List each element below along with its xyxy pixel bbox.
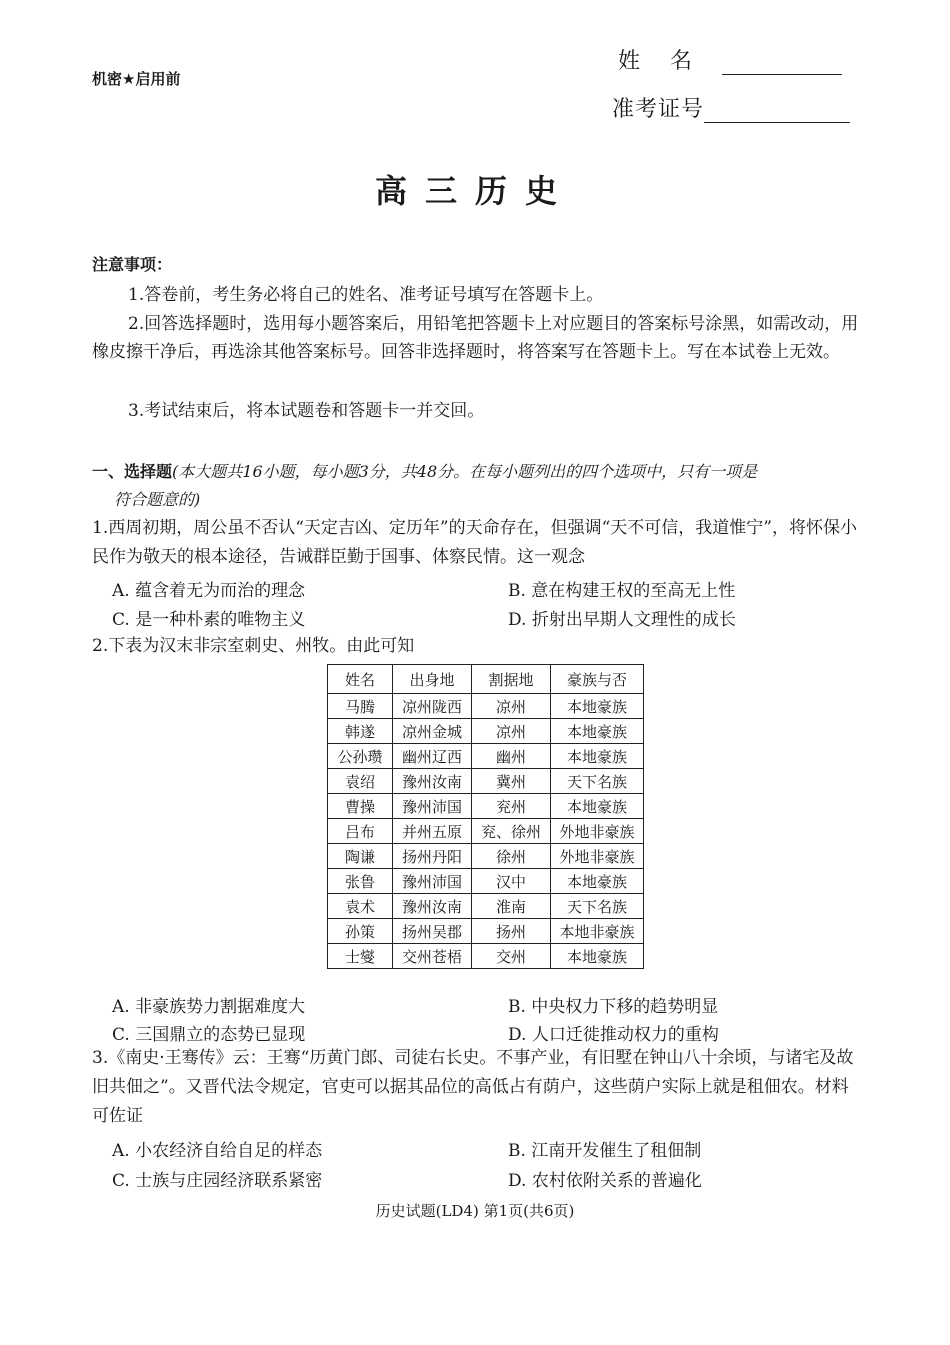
- page-footer: 历史试题(LD4) 第1页(共6页): [375, 1202, 575, 1220]
- table-cell: 凉州陇西: [393, 694, 472, 719]
- table-cell: 曹操: [328, 794, 393, 819]
- table-cell: 凉州: [472, 694, 551, 719]
- table-cell: 并州五原: [393, 819, 472, 844]
- table-row: [328, 744, 644, 769]
- table-row: [328, 894, 644, 919]
- q1-option-c[interactable]: C. 是一种朴素的唯物主义: [112, 610, 306, 630]
- q3-option-d[interactable]: D. 农村依附关系的普遍化: [508, 1171, 702, 1191]
- table-row: [328, 944, 644, 969]
- section-desc: (本大题共16小题，每小题3分，共48分。在每小题列出的四个选项中，只有一项是: [172, 462, 758, 481]
- table-cell: 袁绍: [328, 769, 393, 794]
- table-row: [328, 769, 644, 794]
- table-cell: 陶谦: [328, 844, 393, 869]
- exam-number-field: [612, 92, 850, 123]
- table-cell: 凉州: [472, 719, 551, 744]
- q2-option-a[interactable]: A. 非豪族势力割据难度大: [112, 997, 306, 1017]
- table-cell: 士燮: [328, 944, 393, 969]
- table-row: [328, 919, 644, 944]
- table-cell: 扬州吴郡: [393, 919, 472, 944]
- table-cell: 兖州: [472, 794, 551, 819]
- table-cell: 外地非豪族: [551, 819, 644, 844]
- question-2-stem: 2.下表为汉末非宗室刺史、州牧。由此可知: [92, 636, 415, 656]
- table-cell: 公孙瓒: [328, 744, 393, 769]
- table-cell: 本地豪族: [551, 744, 644, 769]
- q1-option-b[interactable]: B. 意在构建王权的至高无上性: [508, 581, 736, 601]
- q2-option-d[interactable]: D. 人口迁徙推动权力的重构: [508, 1025, 719, 1045]
- table-cell: 本地豪族: [551, 694, 644, 719]
- table-header: 豪族与否: [551, 665, 644, 694]
- table-cell: 马腾: [328, 694, 393, 719]
- table-header: 姓名: [328, 665, 393, 694]
- exam-number-label: 准考证号: [612, 97, 705, 122]
- exam-number-blank[interactable]: [704, 100, 850, 123]
- table-row: [328, 844, 644, 869]
- table-cell: 天下名族: [551, 894, 644, 919]
- table-cell: 本地豪族: [551, 719, 644, 744]
- confidential-label: 机密★启用前: [92, 70, 181, 88]
- table-cell: 孙策: [328, 919, 393, 944]
- table-cell: 扬州丹阳: [393, 844, 472, 869]
- page-title: 高三历史: [374, 172, 575, 210]
- table-row: [328, 794, 644, 819]
- question-3-stem: 3.《南史·王骞传》云：王骞“历黄门郎、司徒右长史。不事产业，有旧墅在钟山八十余顷，与诸宅及故旧共佃之”。又晋代法令规定，官吏可以据其品位的高低占有荫户，这些荫户实际上就是租佃农。材料可佐证: [92, 1048, 854, 1126]
- section-heading: [92, 458, 862, 514]
- table-cell: 徐州: [472, 844, 551, 869]
- table-row: [328, 719, 644, 744]
- table-cell: 本地豪族: [551, 944, 644, 969]
- table-cell: 本地非豪族: [551, 919, 644, 944]
- table-cell: 交州: [472, 944, 551, 969]
- q3-option-a[interactable]: A. 小农经济自给自足的样态: [112, 1141, 323, 1161]
- table-cell: 韩遂: [328, 719, 393, 744]
- table-cell: 豫州汝南: [393, 894, 472, 919]
- notice-item-1: 1.答卷前，考生务必将自己的姓名、准考证号填写在答题卡上。: [128, 285, 604, 305]
- section-desc-cont: 符合题意的): [114, 490, 201, 509]
- q1-option-d[interactable]: D. 折射出早期人文理性的成长: [508, 610, 736, 630]
- table-cell: 豫州沛国: [393, 794, 472, 819]
- table-cell: 豫州汝南: [393, 769, 472, 794]
- q2-option-c[interactable]: C. 三国鼎立的态势已显现: [112, 1025, 306, 1045]
- table-cell: 汉中: [472, 869, 551, 894]
- table-header-row: [328, 665, 644, 694]
- table-cell: 外地非豪族: [551, 844, 644, 869]
- table-row: [328, 819, 644, 844]
- table-cell: 兖、徐州: [472, 819, 551, 844]
- table-row: [328, 694, 644, 719]
- name-field: [618, 44, 842, 75]
- table-cell: 吕布: [328, 819, 393, 844]
- table-cell: 天下名族: [551, 769, 644, 794]
- notice-heading: 注意事项：: [92, 255, 173, 274]
- table-cell: 袁术: [328, 894, 393, 919]
- table-cell: 豫州沛国: [393, 869, 472, 894]
- notice-item-2: 2.回答选择题时，选用每小题答案后，用铅笔把答题卡上对应题目的答案标号涂黑，如需改动，用橡皮擦干净后，再选涂其他答案标号。回答非选择题时，将答案写在答题卡上。写在本试卷上无效。: [92, 314, 859, 362]
- table-cell: 淮南: [472, 894, 551, 919]
- table-cell: 冀州: [472, 769, 551, 794]
- name-label: 姓名: [618, 49, 723, 74]
- rulers-table: [327, 664, 644, 969]
- table-row: [328, 869, 644, 894]
- table-cell: 幽州辽西: [393, 744, 472, 769]
- table-cell: 张鲁: [328, 869, 393, 894]
- table-cell: 幽州: [472, 744, 551, 769]
- table-cell: 扬州: [472, 919, 551, 944]
- q2-option-b[interactable]: B. 中央权力下移的趋势明显: [508, 997, 719, 1017]
- q3-option-b[interactable]: B. 江南开发催生了租佃制: [508, 1141, 702, 1161]
- notice-item-3: 3.考试结束后，将本试题卷和答题卡一并交回。: [128, 401, 485, 421]
- table-header: 出身地: [393, 665, 472, 694]
- q3-option-c[interactable]: C. 士族与庄园经济联系紧密: [112, 1171, 323, 1191]
- table-cell: 本地豪族: [551, 794, 644, 819]
- q1-option-a[interactable]: A. 蕴含着无为而治的理念: [112, 581, 306, 601]
- question-1-stem: 1.西周初期，周公虽不否认“天定吉凶、定历年”的天命存在，但强调“天不可信，我道惟宁”，将怀保小民作为敬天的根本途径，告诫群臣勤于国事、体察民情。这一观念: [92, 518, 857, 567]
- table-cell: 交州苍梧: [393, 944, 472, 969]
- table-cell: 本地豪族: [551, 869, 644, 894]
- table-cell: 凉州金城: [393, 719, 472, 744]
- section-title: 一、选择题: [92, 462, 173, 481]
- name-blank[interactable]: [722, 52, 842, 75]
- table-header: 割据地: [472, 665, 551, 694]
